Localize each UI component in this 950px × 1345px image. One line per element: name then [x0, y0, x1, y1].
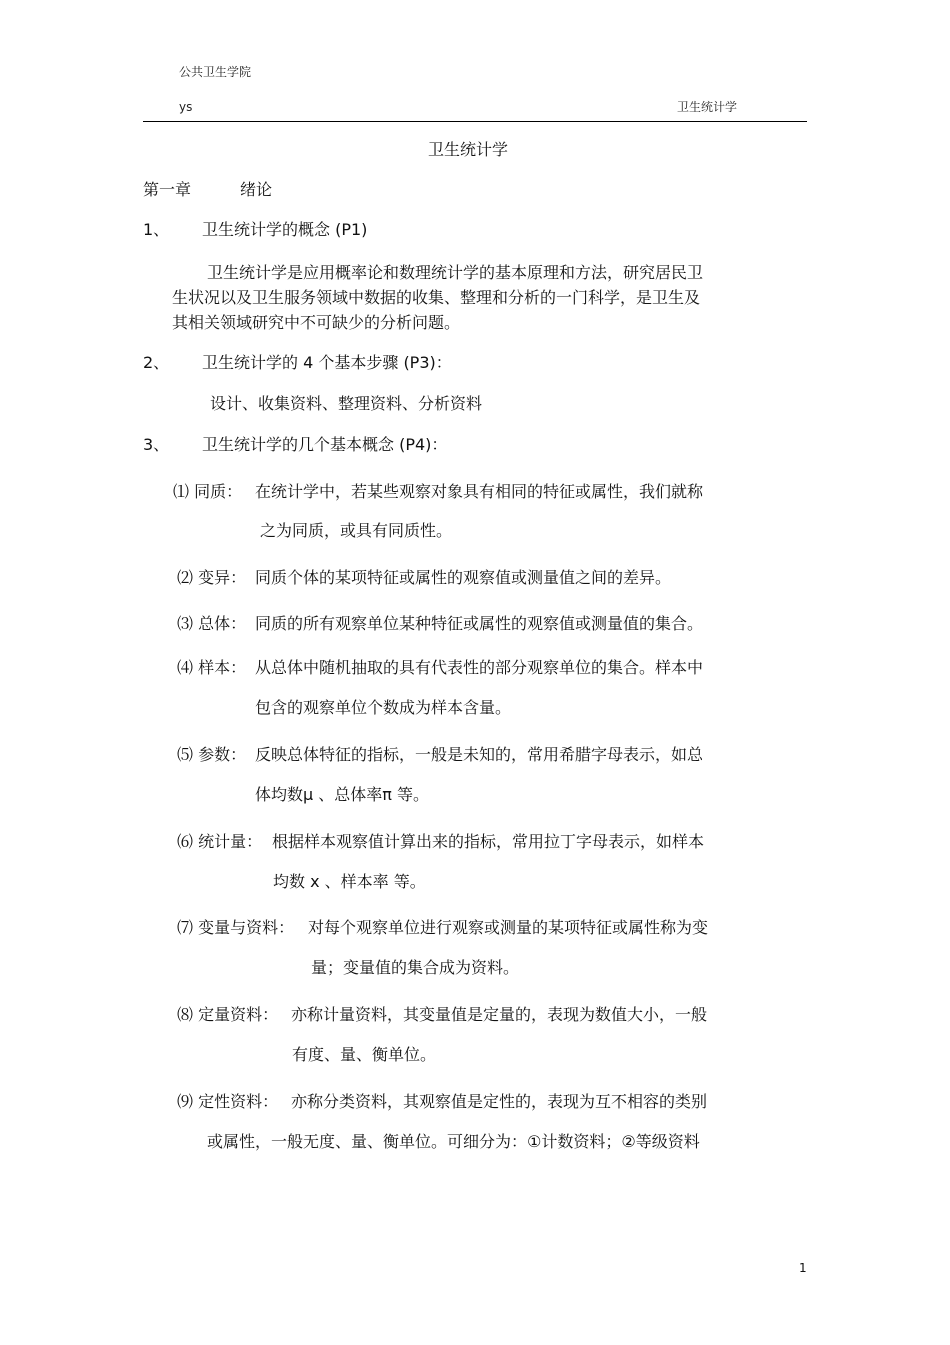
concept-line: 之为同质，或具有同质性。 [260, 521, 453, 540]
section-number: 1、 [143, 220, 170, 239]
concept-line: 从总体中随机抽取的具有代表性的部分观察单位的集合。样本中 [255, 658, 704, 677]
paragraph-line: 卫生统计学是应用概率论和数理统计学的基本原理和方法，研究居民卫 [207, 263, 704, 282]
concept-label: ⑼ 定性资料： [177, 1092, 279, 1111]
concept-line: 同质的所有观察单位某种特征或属性的观察值或测量值的集合。 [255, 614, 704, 633]
concept-line: 反映总体特征的指标，一般是未知的，常用希腊字母表示，如总 [255, 745, 704, 764]
steps-line: 设计、收集资料、整理资料、分析资料 [210, 394, 483, 413]
header-institution: 公共卫生学院 [179, 65, 252, 79]
concept-label: ⑶ 总体： [177, 614, 247, 633]
section-heading: 卫生统计学的 4 个基本步骤 (P3)： [202, 353, 452, 372]
concept-label: ⑴ 同质： [173, 482, 243, 501]
section-number: 3、 [143, 435, 170, 454]
header-rule [143, 121, 807, 122]
section-heading: 卫生统计学的几个基本概念 (P4)： [202, 435, 448, 454]
header-left-tag: ys [179, 100, 193, 114]
concept-line: 包含的观察单位个数成为样本含量。 [255, 698, 512, 717]
concept-label: ⑹ 统计量： [177, 832, 263, 851]
concept-label: ⑻ 定量资料： [177, 1005, 279, 1024]
concept-label: ⑸ 参数： [177, 745, 247, 764]
page-number: 1 [799, 1261, 807, 1275]
concept-line: 对每个观察单位进行观察或测量的某项特征或属性称为变 [308, 918, 709, 937]
concept-line: 有度、量、衡单位。 [292, 1045, 437, 1064]
doc-title: 卫生统计学 [428, 140, 509, 159]
concept-line: 或属性，一般无度、量、衡单位。可细分为：①计数资料；②等级资料 [207, 1132, 700, 1151]
concept-line: 量；变量值的集合成为资料。 [311, 958, 520, 977]
concept-line: 亦称计量资料，其变量值是定量的，表现为数值大小，一般 [291, 1005, 708, 1024]
section-heading: 卫生统计学的概念 (P1) [202, 220, 368, 239]
concept-line: 在统计学中，若某些观察对象具有相同的特征或属性，我们就称 [255, 482, 704, 501]
paragraph-line: 生状况以及卫生服务领域中数据的收集、整理和分析的一门科学，是卫生及 [172, 288, 701, 307]
chapter-number: 第一章 [143, 180, 192, 199]
concept-line: 均数 x 、样本率 等。 [273, 872, 426, 891]
chapter-name: 绪论 [240, 180, 273, 199]
section-number: 2、 [143, 353, 170, 372]
concept-line: 体均数μ 、总体率π 等。 [255, 785, 429, 804]
concept-line: 同质个体的某项特征或属性的观察值或测量值之间的差异。 [255, 568, 672, 587]
header-right-title: 卫生统计学 [677, 100, 738, 114]
concept-line: 亦称分类资料，其观察值是定性的，表现为互不相容的类别 [291, 1092, 708, 1111]
concept-label: ⑺ 变量与资料： [177, 918, 295, 937]
concept-line: 根据样本观察值计算出来的指标，常用拉丁字母表示，如样本 [272, 832, 705, 851]
concept-label: ⑷ 样本： [177, 658, 247, 677]
paragraph-line: 其相关领域研究中不可缺少的分析问题。 [172, 313, 461, 332]
concept-label: ⑵ 变异： [177, 568, 247, 587]
